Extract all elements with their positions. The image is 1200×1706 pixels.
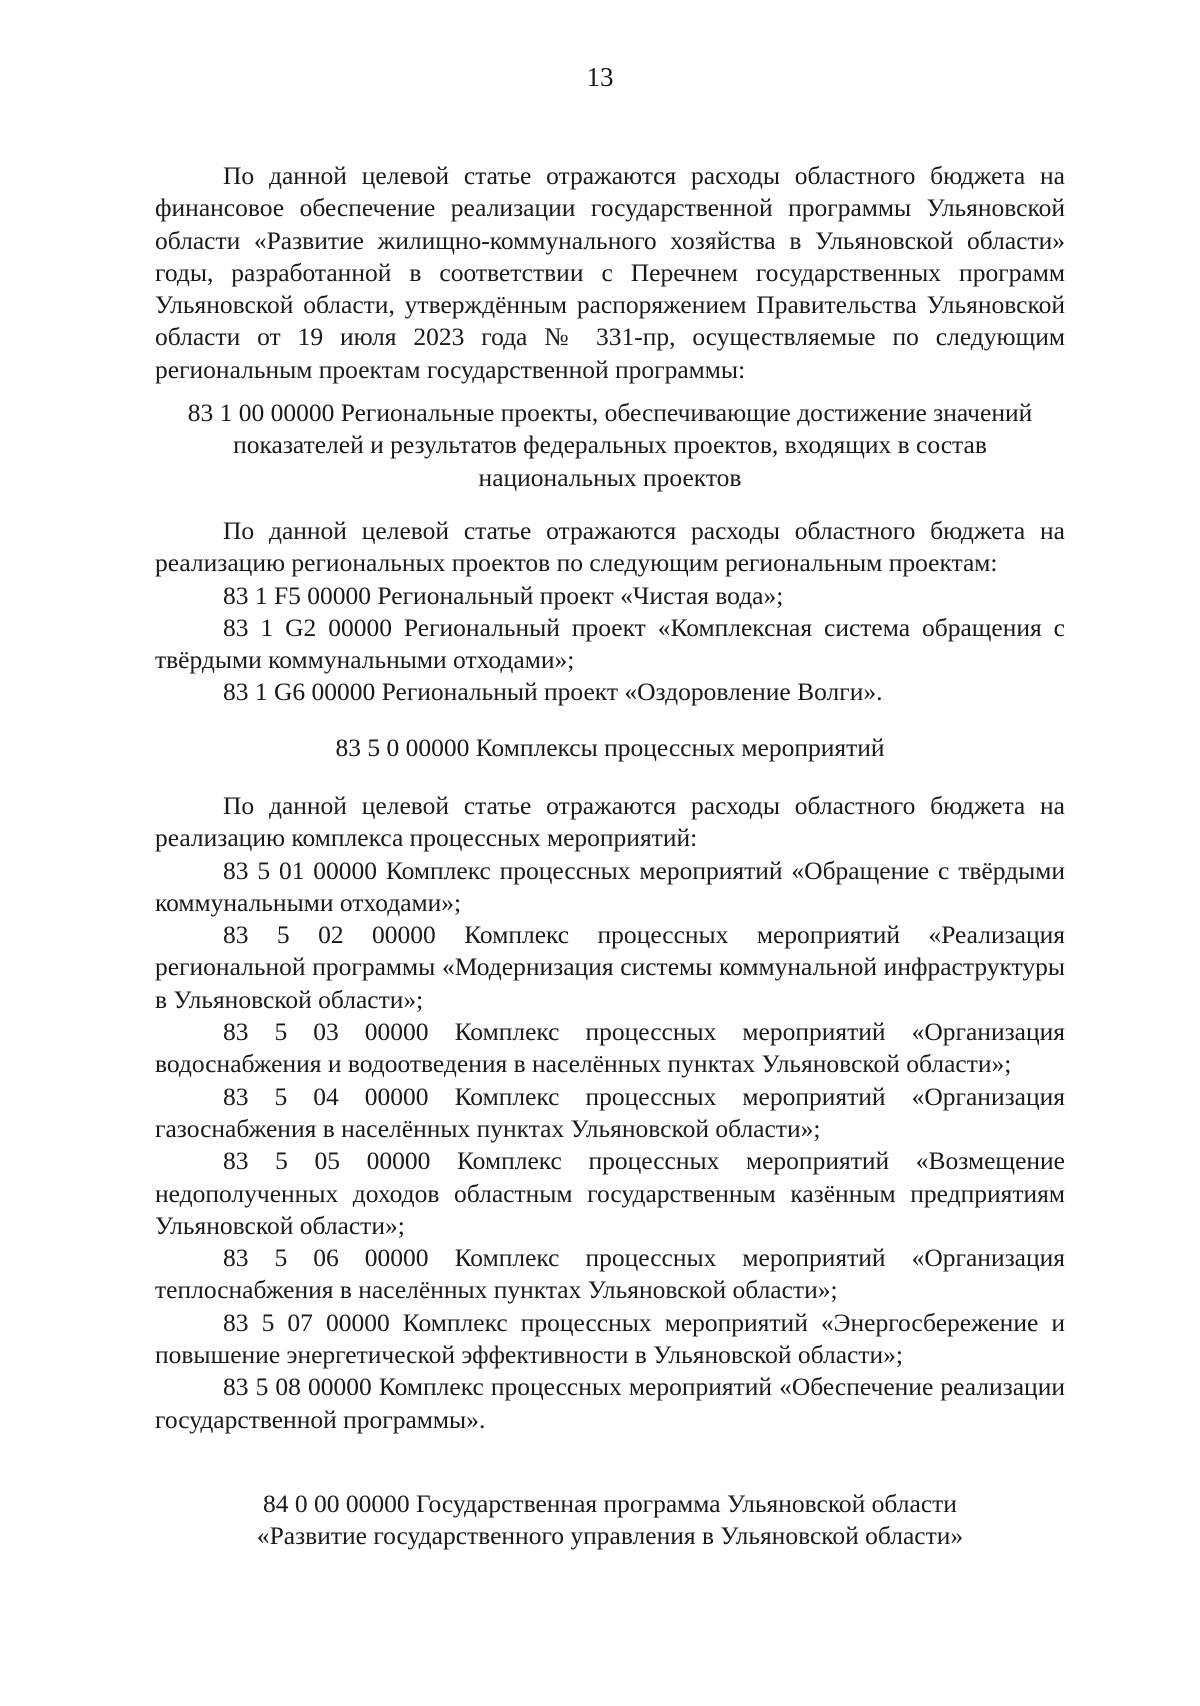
list-item: 83 1 F5 00000 Региональный проект «Чистая вода»; bbox=[223, 580, 784, 610]
list-item: 83 5 06 00000 Комплекс процессных мероприятий «Организация теплоснабжения в населённых пунктах Ульяновской области»; bbox=[155, 1243, 1065, 1305]
list-item: 83 1 G6 00000 Региональный проект «Оздоровление Волги». bbox=[223, 677, 883, 707]
regional-projects-heading bbox=[155, 397, 1065, 494]
heading-line: национальных проектов bbox=[478, 462, 742, 492]
intro-section bbox=[155, 160, 1065, 386]
regional-projects-section bbox=[155, 515, 1065, 709]
page-number: 13 bbox=[586, 62, 614, 92]
list-item: 83 5 04 00000 Комплекс процессных мероприятий «Организация газоснабжения в населённых пунктах Ульяновской области»; bbox=[155, 1081, 1065, 1143]
heading-line: 83 1 00 00000 Региональные проекты, обеспечивающие достижение значений bbox=[187, 398, 1033, 427]
process-complex-heading-block bbox=[155, 732, 1065, 764]
regional-projects-paragraph: По данной целевой статье отражаются расходы областного бюджета на реализацию региональных проектов по следующим региональным проектам: bbox=[155, 516, 1065, 578]
process-complex-section bbox=[155, 790, 1065, 1436]
process-complex-paragraph: По данной целевой статье отражаются расходы областного бюджета на реализацию комплекса процессных мероприятий: bbox=[155, 791, 1065, 853]
list-item: 83 5 01 00000 Комплекс процессных мероприятий «Обращение с твёрдыми коммунальными отходами»; bbox=[155, 855, 1065, 917]
program-84-heading bbox=[155, 1488, 1065, 1553]
heading-line: 84 0 00 00000 Государственная программа Ульяновской области bbox=[263, 1489, 957, 1518]
heading-line: показателей и результатов федеральных проектов, входящих в состав bbox=[233, 430, 987, 460]
list-item: 83 5 03 00000 Комплекс процессных мероприятий «Организация водоснабжения и водоотведения в населённых пунктах Ульяновской области»; bbox=[155, 1017, 1065, 1079]
heading-line: «Развитие государственного управления в Ульяновской области» bbox=[256, 1521, 964, 1551]
list-item: 83 5 08 00000 Комплекс процессных мероприятий «Обеспечение реализации государственной программы». bbox=[155, 1372, 1065, 1434]
list-item: 83 1 G2 00000 Региональный проект «Комплексная система обращения с твёрдыми коммунальными отходами»; bbox=[155, 612, 1065, 675]
list-item: 83 5 02 00000 Комплекс процессных мероприятий «Реализация региональной программы «Модернизация системы коммунальной инфраструктуры в Ульяновской области»; bbox=[155, 920, 1065, 1014]
section-heading: 83 5 0 00000 Комплексы процессных мероприятий bbox=[335, 733, 885, 762]
list-item: 83 5 05 00000 Комплекс процессных мероприятий «Возмещение недополученных доходов областным государственным казённым предприятиям Ульяновской области»; bbox=[155, 1146, 1065, 1240]
intro-paragraph: По данной целевой статье отражаются расходы областного бюджета на финансовое обеспечение реализации государственной программы Ульяновской области «Развитие жилищно-коммунального хозяйства в Ульяновской области» годы, разработанной в соответствии с Перечнем государственных программ Ульяновской области, утверждённым распоряжением Правительства Ульяновской области от 19 июля 2023 года № 331-пр, осуществляемые по следующим региональным проектам государственной программы: bbox=[155, 161, 1065, 384]
list-item: 83 5 07 00000 Комплекс процессных мероприятий «Энергосбережение и повышение энергетической эффективности в Ульяновской области»; bbox=[155, 1307, 1065, 1370]
